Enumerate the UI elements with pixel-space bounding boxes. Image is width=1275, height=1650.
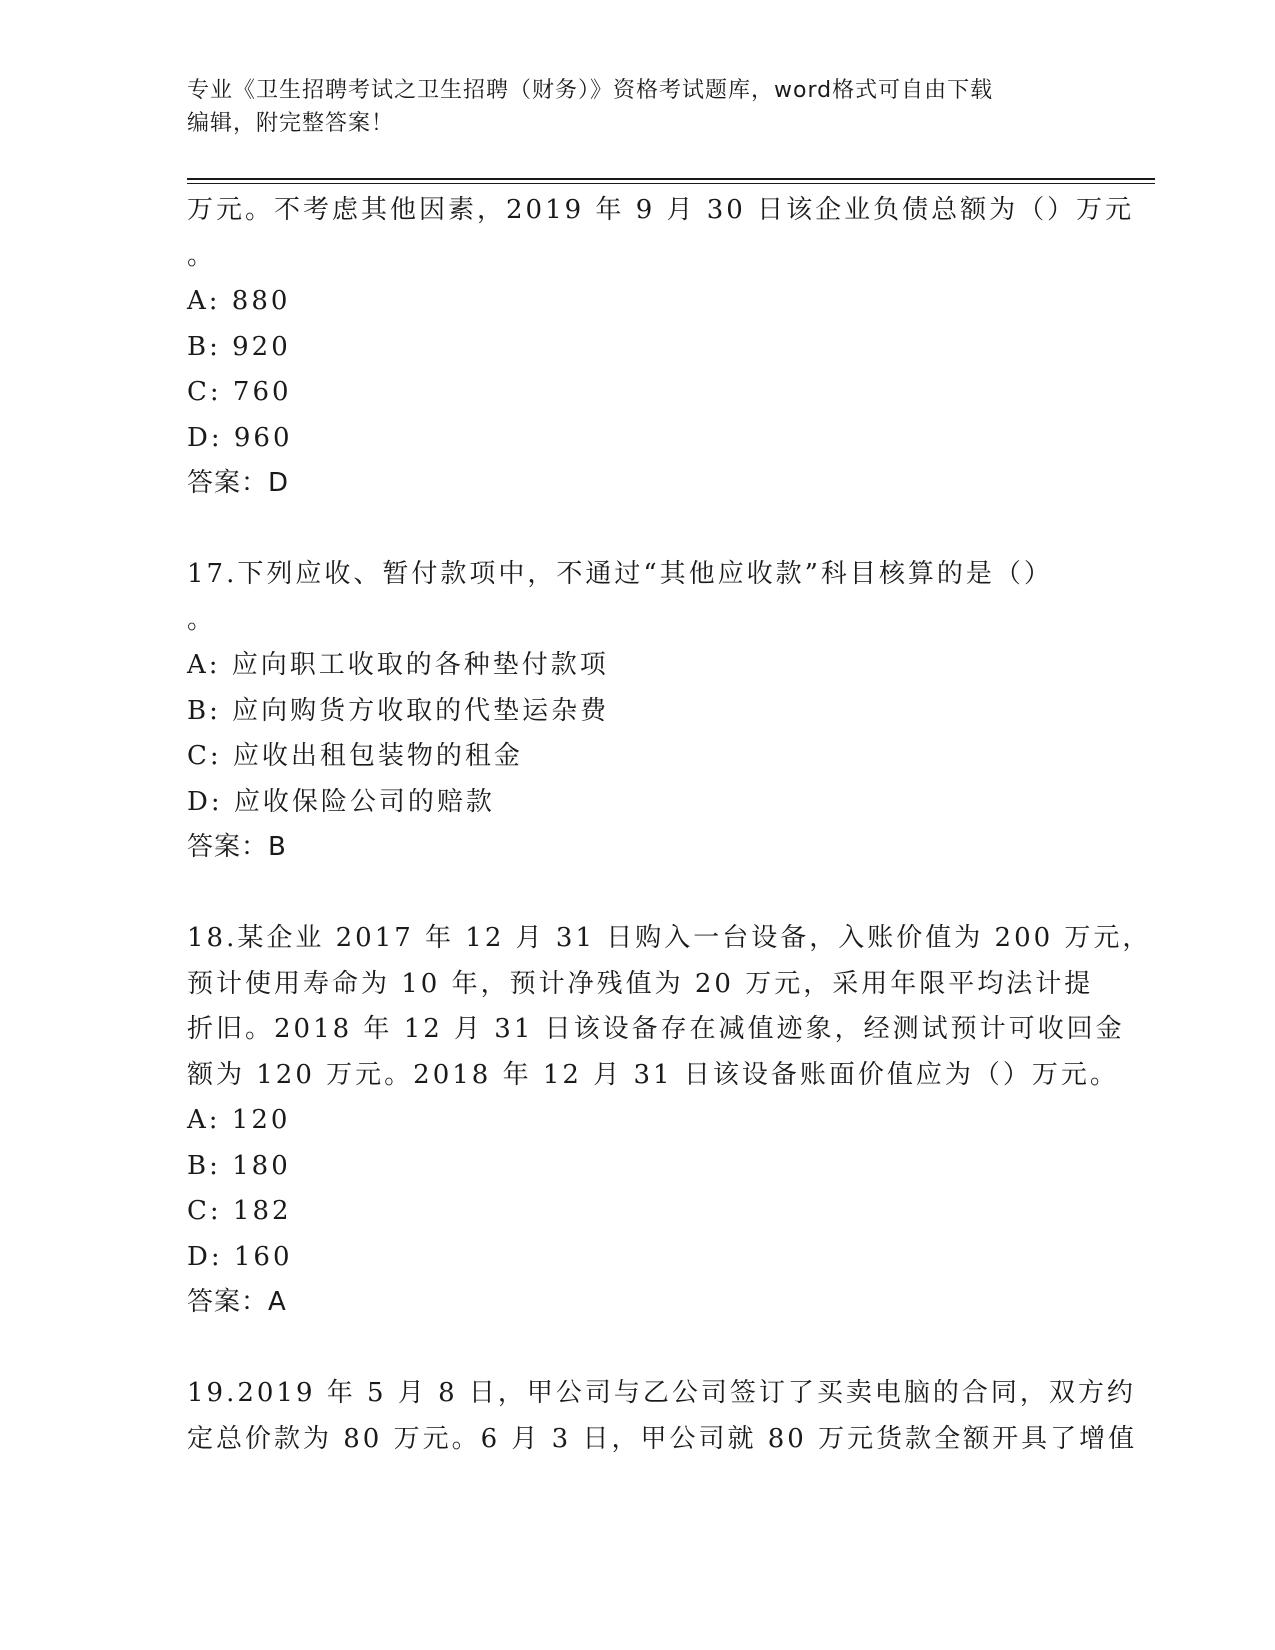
q17-stem-line-1: 17.下列应收、暂付款项中，不通过“其他应收款”科目核算的是（） <box>187 559 1053 589</box>
q18-stem-line-1: 18.某企业 2017 年 12 月 31 日购入一台设备，入账价值为 200 万元， <box>187 923 1152 953</box>
header-line-2: 编辑，附完整答案！ <box>187 111 395 136</box>
page-header <box>187 74 1067 140</box>
spacer <box>187 1326 1087 1372</box>
q18-stem-line-3: 折旧。2018 年 12 月 31 日该设备存在减值迹象，经测试预计可收回金 <box>187 1014 1125 1044</box>
q18-option-d: D: 160 <box>187 1241 293 1272</box>
q19-stem-line-1: 19.2019 年 5 月 8 日，甲公司与乙公司签订了买卖电脑的合同，双方约 <box>187 1378 1136 1408</box>
q16-stem-line-1: 万元。不考虑其他因素，2019 年 9 月 30 日该企业负债总额为（）万元 <box>187 195 1135 225</box>
q18-option-b: B: 180 <box>187 1150 291 1181</box>
q19-stem-line-2: 定总价款为 80 万元。6 月 3 日，甲公司就 80 万元货款全额开具了增值 <box>187 1423 1138 1454</box>
header-divider-thin <box>187 183 1155 184</box>
q16-option-d: D: 960 <box>187 422 293 453</box>
q18-stem-line-2: 预计使用寿命为 10 年，预计净残值为 20 万元，采用年限平均法计提 <box>187 968 1094 999</box>
q18-stem-line-4: 额为 120 万元。2018 年 12 月 31 日该设备账面价值应为（）万元。 <box>187 1059 1119 1090</box>
q16-option-a: A: 880 <box>187 286 291 316</box>
header-divider-thick <box>187 178 1155 180</box>
q16-answer: 答案：D <box>187 468 290 498</box>
q17-answer: 答案：B <box>187 832 287 862</box>
q16-stem-line-2: 。 <box>187 240 217 271</box>
header-line-1: 专业《卫生招聘考试之卫生招聘（财务）》资格考试题库，word格式可自由下载 <box>187 78 994 103</box>
q17-option-c: C: 应收出租包装物的租金 <box>187 741 523 771</box>
q17-option-a: A: 应向职工收取的各种垫付款项 <box>187 650 609 680</box>
q16-option-b: B: 920 <box>187 331 291 362</box>
question-content <box>187 188 1152 1462</box>
q17-stem-line-2: 。 <box>187 604 217 635</box>
q18-option-a: A: 120 <box>187 1105 291 1135</box>
spacer <box>187 871 1087 917</box>
q18-option-c: C: 182 <box>187 1196 292 1226</box>
spacer <box>187 507 1087 553</box>
q18-answer: 答案：A <box>187 1287 287 1317</box>
q16-option-c: C: 760 <box>187 377 292 407</box>
q17-option-b: B: 应向购货方收取的代垫运杂费 <box>187 695 610 726</box>
q17-option-d: D: 应收保险公司的赔款 <box>187 786 495 817</box>
